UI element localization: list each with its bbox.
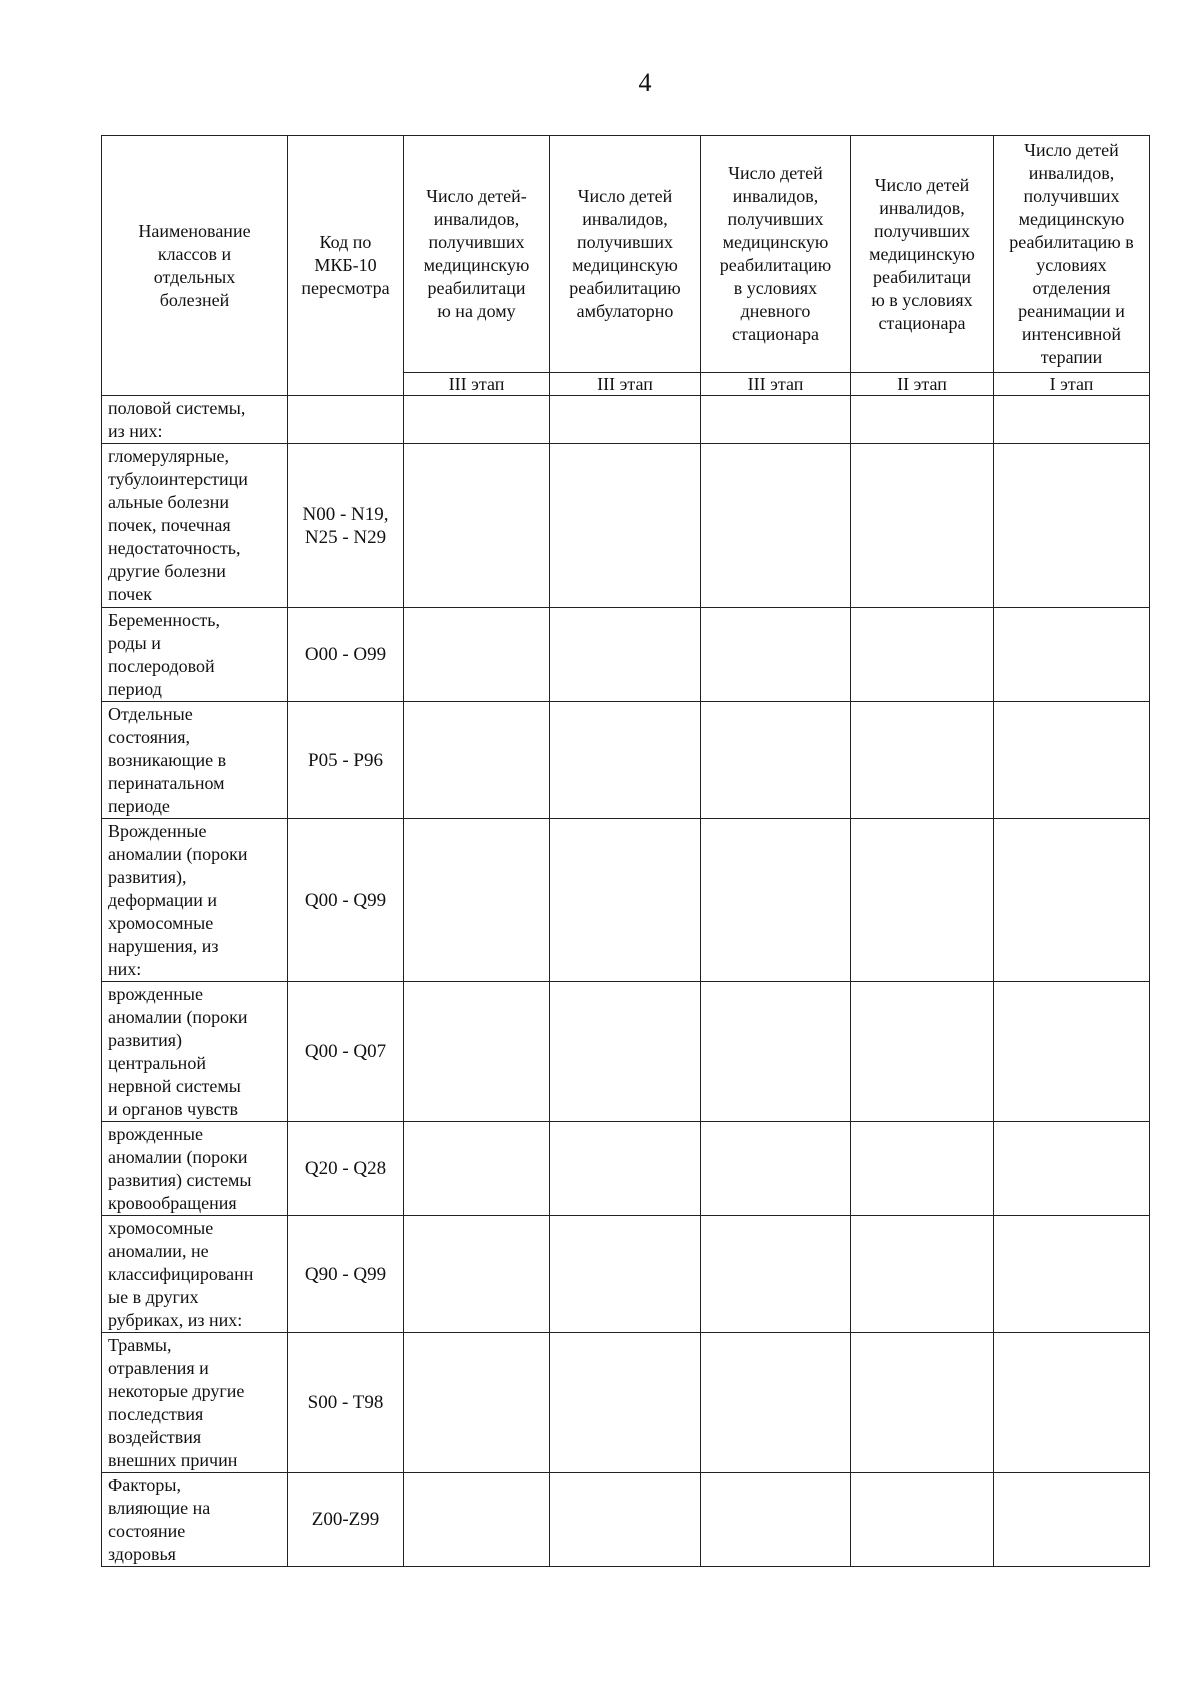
value-cell [701,819,851,982]
table-row [102,1216,1150,1333]
value-cell [404,819,550,982]
value-cell [701,396,851,444]
value-cell [851,1216,994,1333]
value-cell [404,1216,550,1333]
value-cell [851,982,994,1122]
disease-name: половой системы, из них: [102,396,288,444]
value-cell [550,1216,701,1333]
disease-name: Факторы, влияющие на состояние здоровья [102,1473,288,1567]
table-row [102,608,1150,702]
value-cell [550,982,701,1122]
disease-name: Беременность, роды и послеродовой период [102,608,288,702]
value-cell [404,396,550,444]
disease-name: гломерулярные, тубулоинтерстици альные болезни почек, почечная недостаточность, другие болезни почек [102,444,288,608]
value-cell [701,1473,851,1567]
value-cell [404,1473,550,1567]
icd-code: Q00 - Q07 [288,982,404,1122]
stage-label: III этап [550,373,701,396]
table-row [102,444,1150,608]
stage-label: III этап [701,373,851,396]
value-cell [851,1473,994,1567]
disease-name: Врожденные аномалии (пороки развития), деформации и хромосомные нарушения, из них: [102,819,288,982]
value-cell [994,1333,1150,1473]
value-cell [851,1333,994,1473]
value-cell [701,608,851,702]
disease-name: врожденные аномалии (пороки развития) системы кровообращения [102,1122,288,1216]
disease-name: врожденные аномалии (пороки развития) центральной нервной системы и органов чувств [102,982,288,1122]
icd-code: P05 - P96 [288,702,404,819]
value-cell [851,702,994,819]
value-cell [550,396,701,444]
icd-code: Q90 - Q99 [288,1216,404,1333]
disease-name: Травмы, отравления и некоторые другие последствия воздействия внешних причин [102,1333,288,1473]
table-row [102,1122,1150,1216]
stage-label: I этап [994,373,1150,396]
value-cell [550,702,701,819]
page-number: 4 [638,68,652,97]
value-cell [994,444,1150,608]
value-cell [994,702,1150,819]
value-cell [994,819,1150,982]
value-cell [701,982,851,1122]
header-day-hospital-rehab: Число детей инвалидов, получивших медицинскую реабилитацию в условиях дневного стационара [701,136,851,373]
disease-name: Отдельные состояния, возникающие в перинатальном периоде [102,702,288,819]
value-cell [994,1122,1150,1216]
table-row [102,819,1150,982]
icd-code: O00 - O99 [288,608,404,702]
value-cell [851,444,994,608]
table-row [102,1333,1150,1473]
icd-code: S00 - T98 [288,1333,404,1473]
icd-code: Q00 - Q99 [288,819,404,982]
disease-name: хромосомные аномалии, не классифицированн ые в других рубриках, из них: [102,1216,288,1333]
value-cell [404,444,550,608]
value-cell [550,608,701,702]
header-outpatient-rehab: Число детей инвалидов, получивших медицинскую реабилитацию амбулаторно [550,136,701,373]
value-cell [701,1216,851,1333]
value-cell [994,1216,1150,1333]
stage-label: III этап [404,373,550,396]
stage-label: II этап [851,373,994,396]
header-disease-name: Наименование классов и отдельных болезней [102,136,288,396]
value-cell [851,1122,994,1216]
table-row [102,982,1150,1122]
value-cell [550,1122,701,1216]
value-cell [994,982,1150,1122]
value-cell [404,982,550,1122]
header-icd-code: Код по МКБ-10 пересмотра [288,136,404,396]
value-cell [851,396,994,444]
icd-code: Q20 - Q28 [288,1122,404,1216]
value-cell [994,608,1150,702]
header-home-rehab: Число детей- инвалидов, получивших медицинскую реабилитаци ю на дому [404,136,550,373]
value-cell [851,608,994,702]
rehabilitation-table [101,135,1150,1567]
value-cell [404,1122,550,1216]
value-cell [851,819,994,982]
value-cell [701,1333,851,1473]
table-row [102,396,1150,444]
value-cell [701,702,851,819]
icd-code: Z00-Z99 [288,1473,404,1567]
value-cell [994,396,1150,444]
value-cell [404,702,550,819]
header-icu-rehab: Число детей инвалидов, получивших медицинскую реабилитацию в условиях отделения реанимации и интенсивной терапии [994,136,1150,373]
value-cell [550,1473,701,1567]
value-cell [404,1333,550,1473]
icd-code: N00 - N19, N25 - N29 [288,444,404,608]
value-cell [701,444,851,608]
value-cell [404,608,550,702]
header-hospital-rehab: Число детей инвалидов, получивших медицинскую реабилитаци ю в условиях стационара [851,136,994,373]
value-cell [550,819,701,982]
table-row [102,1473,1150,1567]
value-cell [550,444,701,608]
value-cell [994,1473,1150,1567]
icd-code [288,396,404,444]
value-cell [701,1122,851,1216]
value-cell [550,1333,701,1473]
table-row [102,702,1150,819]
